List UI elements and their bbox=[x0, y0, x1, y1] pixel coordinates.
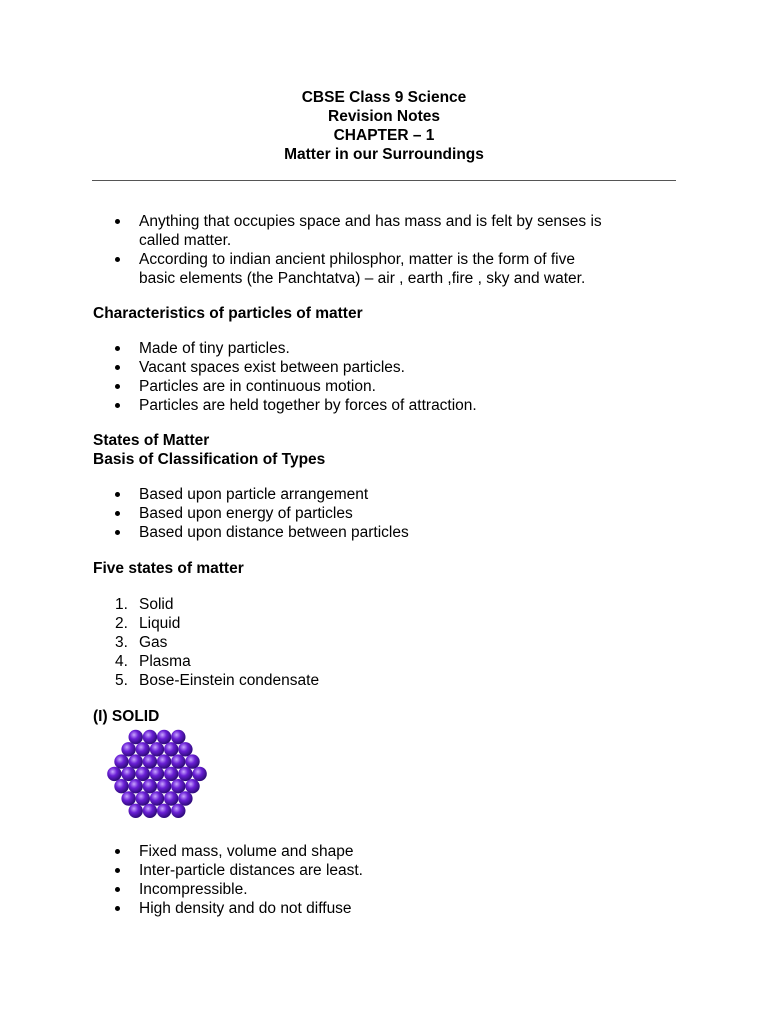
particle-sphere bbox=[150, 742, 164, 756]
five-states-list bbox=[93, 595, 693, 690]
particle-sphere bbox=[164, 742, 178, 756]
bullet-icon bbox=[115, 530, 120, 535]
particle-sphere bbox=[178, 767, 192, 781]
list-item bbox=[93, 595, 693, 614]
list-item-number: 4. bbox=[115, 653, 128, 670]
bullet-icon bbox=[115, 257, 120, 262]
list-item bbox=[93, 339, 693, 358]
list-item bbox=[93, 842, 693, 861]
particle-sphere bbox=[121, 742, 135, 756]
particle-sphere bbox=[171, 779, 185, 793]
list-item-text: Vacant spaces exist between particles. bbox=[139, 359, 405, 376]
particle-sphere bbox=[136, 742, 150, 756]
list-item-text-line: According to indian ancient philosphor, matter is the form of five bbox=[139, 251, 575, 268]
particle-sphere bbox=[171, 730, 185, 744]
list-item-number: 1. bbox=[115, 596, 128, 613]
bullet-icon bbox=[115, 492, 120, 497]
bullet-icon bbox=[115, 868, 120, 873]
list-item bbox=[93, 377, 693, 396]
header-subtitle: Revision Notes bbox=[328, 108, 440, 125]
list-item-text: High density and do not diffuse bbox=[139, 900, 352, 917]
particle-sphere bbox=[121, 791, 135, 805]
bullet-icon bbox=[115, 365, 120, 370]
list-item bbox=[93, 880, 693, 899]
list-item-text: Bose-Einstein condensate bbox=[139, 672, 320, 689]
list-item-text: Fixed mass, volume and shape bbox=[139, 843, 354, 860]
list-item-number: 2. bbox=[115, 615, 128, 632]
particle-sphere bbox=[150, 791, 164, 805]
section-heading-five-states: Five states of matter bbox=[93, 560, 244, 577]
section-heading-states: States of Matter bbox=[93, 432, 210, 449]
document-header bbox=[0, 88, 768, 164]
particle-sphere bbox=[129, 730, 143, 744]
list-item-text: Particles are in continuous motion. bbox=[139, 378, 376, 395]
list-item-text: Based upon particle arrangement bbox=[139, 486, 369, 503]
list-item-text: Solid bbox=[139, 596, 174, 613]
document-body bbox=[93, 212, 693, 918]
particle-sphere bbox=[164, 767, 178, 781]
bullet-icon bbox=[115, 849, 120, 854]
section-heading-solid: (I) SOLID bbox=[93, 708, 160, 725]
list-item-text: Based upon distance between particles bbox=[139, 524, 409, 541]
bullet-icon bbox=[115, 403, 120, 408]
list-item bbox=[93, 899, 693, 918]
header-chapter-title: Matter in our Surroundings bbox=[284, 146, 484, 163]
list-item bbox=[93, 250, 693, 288]
solid-properties-list bbox=[93, 842, 693, 918]
particle-sphere bbox=[114, 754, 128, 768]
list-item-text-line: called matter. bbox=[139, 232, 232, 249]
classification-list bbox=[93, 485, 693, 542]
list-item-text: Inter-particle distances are least. bbox=[139, 862, 363, 879]
header-chapter: CHAPTER – 1 bbox=[333, 127, 435, 144]
header-divider bbox=[92, 180, 676, 181]
particle-sphere bbox=[192, 767, 206, 781]
list-item-text: Liquid bbox=[139, 615, 181, 632]
particle-sphere bbox=[171, 804, 185, 818]
particle-sphere bbox=[136, 767, 150, 781]
list-item bbox=[93, 485, 693, 504]
list-item-text: Plasma bbox=[139, 653, 191, 670]
bullet-icon bbox=[115, 906, 120, 911]
particle-sphere bbox=[178, 742, 192, 756]
particle-sphere bbox=[157, 754, 171, 768]
particle-sphere bbox=[178, 791, 192, 805]
list-item-number: 3. bbox=[115, 634, 128, 651]
list-item bbox=[93, 861, 693, 880]
list-item bbox=[93, 633, 693, 652]
list-item-text: Incompressible. bbox=[139, 881, 248, 898]
particle-sphere bbox=[150, 767, 164, 781]
particle-sphere bbox=[143, 730, 157, 744]
particle-sphere bbox=[129, 804, 143, 818]
particle-sphere bbox=[136, 791, 150, 805]
particle-sphere bbox=[157, 779, 171, 793]
list-item bbox=[93, 614, 693, 633]
list-item bbox=[93, 358, 693, 377]
list-item-text: Particles are held together by forces of attraction. bbox=[139, 397, 477, 414]
list-item-number: 5. bbox=[115, 672, 128, 689]
particle-sphere bbox=[107, 767, 121, 781]
characteristics-list bbox=[93, 339, 693, 415]
particle-sphere bbox=[157, 730, 171, 744]
particle-sphere bbox=[157, 804, 171, 818]
list-item bbox=[93, 671, 693, 690]
particle-sphere bbox=[121, 767, 135, 781]
bullet-icon bbox=[115, 219, 120, 224]
list-item-text: Made of tiny particles. bbox=[139, 340, 290, 357]
list-item-text: Based upon energy of particles bbox=[139, 505, 353, 522]
bullet-icon bbox=[115, 511, 120, 516]
list-item bbox=[93, 396, 693, 415]
particle-sphere bbox=[164, 791, 178, 805]
list-item bbox=[93, 523, 693, 542]
list-item bbox=[93, 504, 693, 523]
list-item bbox=[93, 652, 693, 671]
section-subheading-classification: Basis of Classification of Types bbox=[93, 451, 326, 468]
particle-sphere bbox=[143, 804, 157, 818]
list-item-text: Gas bbox=[139, 634, 168, 651]
solid-particles-image bbox=[99, 728, 215, 828]
particle-sphere bbox=[185, 779, 199, 793]
header-course: CBSE Class 9 Science bbox=[301, 89, 467, 106]
particle-sphere bbox=[129, 754, 143, 768]
particle-sphere bbox=[143, 754, 157, 768]
list-item-text-line: basic elements (the Panchtatva) – air , earth ,fire , sky and water. bbox=[139, 270, 586, 287]
list-item-text-line: Anything that occupies space and has mass and is felt by senses is bbox=[139, 213, 602, 230]
bullet-icon bbox=[115, 887, 120, 892]
section-heading-characteristics: Characteristics of particles of matter bbox=[93, 305, 363, 322]
list-item bbox=[93, 212, 693, 250]
bullet-icon bbox=[115, 346, 120, 351]
particle-sphere bbox=[114, 779, 128, 793]
bullet-icon bbox=[115, 384, 120, 389]
particle-sphere bbox=[171, 754, 185, 768]
intro-list bbox=[93, 212, 693, 288]
particle-sphere bbox=[129, 779, 143, 793]
particle-sphere bbox=[143, 779, 157, 793]
particle-sphere bbox=[185, 754, 199, 768]
